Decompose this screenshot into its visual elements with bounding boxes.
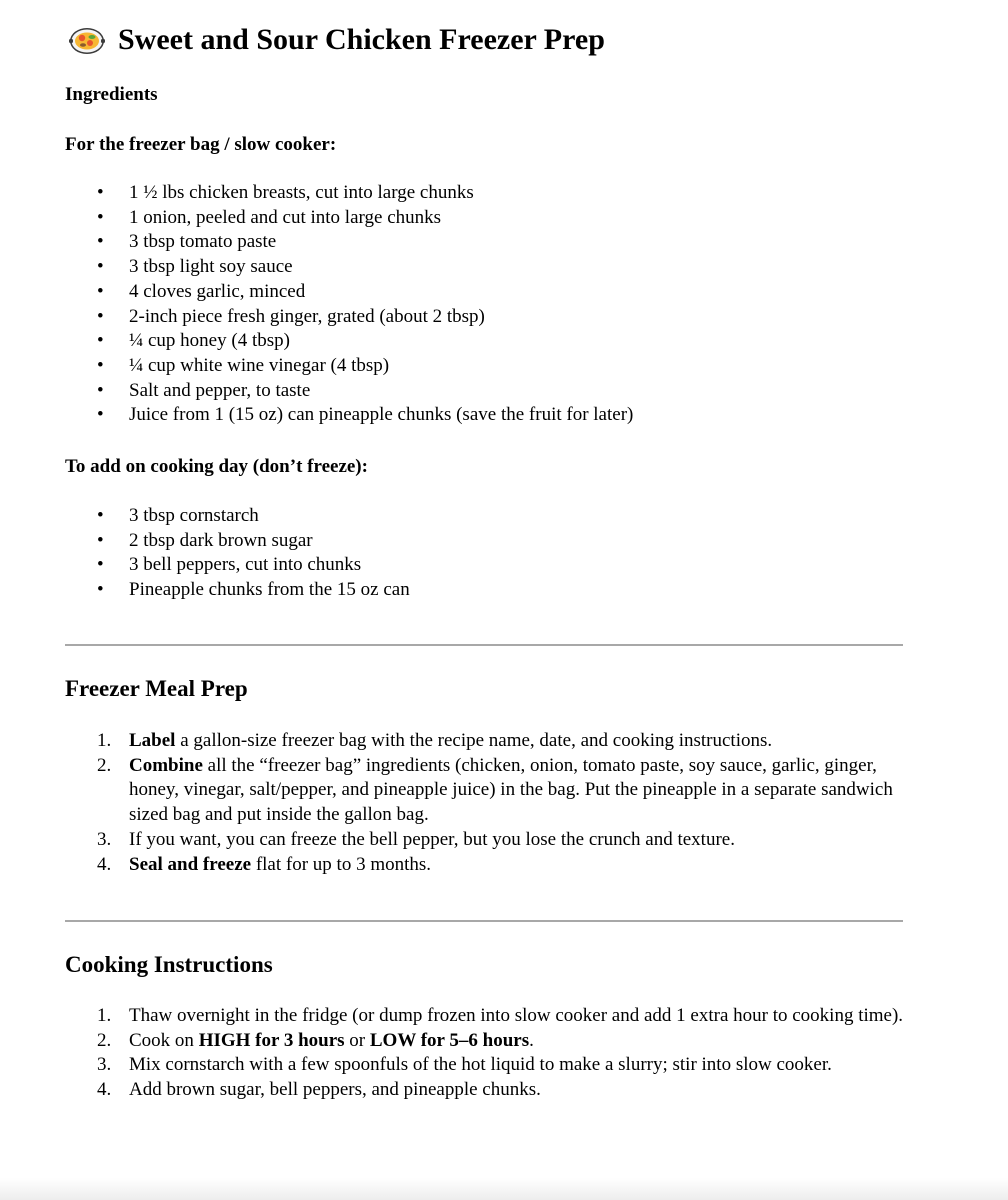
list-item-text: Salt and pepper, to taste (129, 379, 311, 401)
list-item-text: 3 bell peppers, cut into chunks (129, 554, 362, 576)
step-text: If you want, you can freeze the bell pepper, but you lose the crunch and texture. (129, 828, 735, 850)
step-bold-text: HIGH for 3 hours (198, 1029, 345, 1051)
cooking-step (65, 1029, 905, 1054)
prep-heading: Freezer Meal Prep (65, 676, 248, 701)
list-item-text: Juice from 1 (15 oz) can pineapple chunks (save the fruit for later) (129, 404, 634, 426)
step-number: 2. (97, 754, 112, 776)
step-text: all the “freezer bag” ingredients (chicken, onion, tomato paste, soy sauce, garlic, ginger, honey, vinegar, salt/pepper, and pineapple juice) in the bag. Put the pineapple in a separate sandwich sized bag and put inside the gallon bag. (129, 754, 893, 826)
freezer-bag-list (65, 181, 905, 428)
food-pan-icon (68, 24, 106, 56)
step-bold-text: LOW for 5–6 hours (369, 1029, 530, 1051)
cooking-step (65, 1004, 905, 1029)
cooking-steps-list (65, 1004, 905, 1103)
step-number: 4. (97, 1079, 112, 1101)
bullet (97, 379, 117, 404)
section-divider (65, 644, 903, 646)
list-item (65, 329, 905, 354)
bullet (97, 504, 117, 529)
cooking-heading: Cooking Instructions (65, 952, 273, 977)
page-bottom-shadow (0, 1178, 1008, 1200)
bullet (97, 354, 117, 379)
step-text: Cook on (129, 1029, 199, 1051)
list-item-text: 3 tbsp cornstarch (129, 505, 259, 526)
step-number: 3. (97, 1054, 112, 1076)
page-title: Sweet and Sour Chicken Freezer Prep (118, 23, 605, 56)
step-text: a gallon-size freezer bag with the recipe name, date, and cooking instructions. (175, 730, 773, 751)
prep-step (65, 729, 905, 754)
list-item-text: 2-inch piece fresh ginger, grated (about 2 tbsp) (129, 305, 485, 327)
list-item-text: 1 ½ lbs chicken breasts, cut into large chunks (129, 182, 474, 203)
bullet (97, 553, 117, 578)
step-text: or (344, 1029, 370, 1051)
cooking-day-list (65, 504, 905, 603)
list-item (65, 403, 905, 428)
step-text: Thaw overnight in the fridge (or dump frozen into slow cooker and add 1 extra hour to cooking time). (129, 1005, 904, 1026)
step-number: 3. (97, 828, 112, 850)
recipe-page (65, 16, 905, 1101)
step-number: 2. (97, 1029, 112, 1051)
list-item (65, 529, 905, 554)
list-item (65, 354, 905, 379)
list-item (65, 206, 905, 231)
list-item-text: 2 tbsp dark brown sugar (129, 529, 313, 551)
list-item-text: 1 onion, peeled and cut into large chunks (129, 206, 442, 228)
list-item (65, 578, 905, 603)
list-item-text: Pineapple chunks from the 15 oz can (129, 579, 410, 601)
step-text: flat for up to 3 months. (251, 853, 432, 875)
cooking-step (65, 1078, 905, 1103)
list-item (65, 230, 905, 255)
cooking-step (65, 1053, 905, 1078)
bullet (97, 578, 117, 603)
list-item-text: 3 tbsp tomato paste (129, 231, 277, 253)
list-item (65, 553, 905, 578)
bullet (97, 280, 117, 305)
ingredients-heading: Ingredients (65, 84, 158, 105)
list-item (65, 305, 905, 330)
list-item (65, 280, 905, 305)
title-row (68, 16, 905, 64)
list-item (65, 379, 905, 404)
prep-step (65, 828, 905, 853)
list-item-text: ¼ cup honey (4 tbsp) (129, 330, 290, 352)
bullet (97, 181, 117, 206)
step-text: . (529, 1029, 534, 1051)
list-item-text: 3 tbsp light soy sauce (129, 256, 293, 278)
step-text: Mix cornstarch with a few spoonfuls of the hot liquid to make a slurry; stir into slow cooker. (129, 1054, 832, 1076)
prep-step (65, 853, 905, 878)
list-item (65, 504, 905, 529)
cooking-day-heading: To add on cooking day (don’t freeze): (65, 456, 368, 477)
step-number: 1. (97, 1005, 112, 1026)
bullet (97, 329, 117, 354)
list-item-text: ¼ cup white wine vinegar (4 tbsp) (129, 354, 390, 376)
list-item (65, 181, 905, 206)
bullet (97, 206, 117, 231)
step-bold-text: Seal and freeze (129, 853, 252, 875)
section-divider (65, 920, 903, 922)
bullet (97, 230, 117, 255)
prep-step (65, 754, 905, 828)
list-item-text: 4 cloves garlic, minced (129, 280, 306, 302)
prep-steps-list (65, 729, 905, 877)
bullet (97, 305, 117, 330)
freezer-bag-heading: For the freezer bag / slow cooker: (65, 134, 337, 155)
step-number: 1. (97, 730, 112, 751)
list-item (65, 255, 905, 280)
step-number: 4. (97, 853, 112, 875)
bullet (97, 529, 117, 554)
bullet (97, 255, 117, 280)
step-text: Add brown sugar, bell peppers, and pineapple chunks. (129, 1079, 541, 1101)
step-bold-text: Label (129, 730, 176, 751)
bullet (97, 403, 117, 428)
step-bold-text: Combine (129, 754, 203, 776)
